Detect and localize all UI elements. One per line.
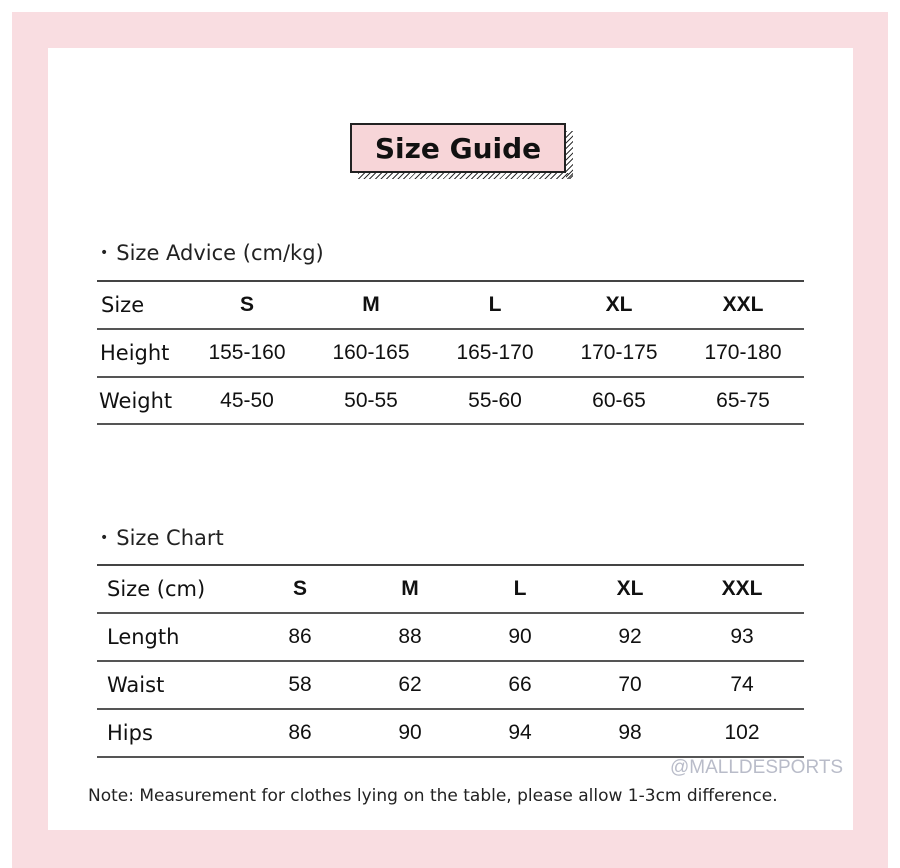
header-cell: Size xyxy=(101,293,145,317)
table-cell: 170-180 xyxy=(704,341,782,364)
size-advice-table xyxy=(97,280,804,425)
title-shadow-right xyxy=(566,131,573,179)
header-cell: Size (cm) xyxy=(107,577,206,601)
watermark: @MALLDESPORTS xyxy=(670,757,844,778)
page-title: Size Guide xyxy=(350,123,566,173)
table-cell: 58 xyxy=(288,673,312,696)
size-advice-header-row xyxy=(97,282,804,330)
table-cell: 93 xyxy=(730,625,754,648)
table-cell: 50-55 xyxy=(344,388,398,412)
table-row xyxy=(97,662,804,710)
row-label: Waist xyxy=(107,673,165,697)
row-label: Hips xyxy=(107,721,153,745)
table-cell: 102 xyxy=(724,721,760,744)
header-cell: L xyxy=(488,293,502,316)
header-cell: S xyxy=(292,577,307,600)
header-cell: XXL xyxy=(721,577,763,600)
size-chart-heading xyxy=(100,526,224,550)
size-chart-heading-text: Size Chart xyxy=(116,526,224,550)
table-row xyxy=(97,378,804,425)
table-cell: 60-65 xyxy=(592,388,646,412)
row-label: Height xyxy=(100,341,170,365)
table-cell: 160-165 xyxy=(332,341,410,364)
table-cell: 155-160 xyxy=(208,341,286,364)
size-advice-heading-text: Size Advice (cm/kg) xyxy=(116,241,324,265)
table-cell: 90 xyxy=(508,625,532,648)
row-label: Length xyxy=(107,625,180,649)
size-chart-header-row xyxy=(97,566,804,614)
header-cell: XL xyxy=(616,577,644,600)
bullet-icon: • xyxy=(100,530,109,546)
table-row xyxy=(97,330,804,378)
table-cell: 66 xyxy=(508,673,532,696)
header-cell: M xyxy=(401,577,419,600)
table-cell: 170-175 xyxy=(580,341,658,364)
table-cell: 88 xyxy=(398,625,422,648)
header-cell: XXL xyxy=(722,293,764,316)
header-cell: S xyxy=(239,293,254,316)
table-cell: 165-170 xyxy=(456,341,534,364)
table-cell: 70 xyxy=(618,673,642,696)
bullet-icon: • xyxy=(100,245,109,261)
measurement-note: Note: Measurement for clothes lying on the table, please allow 1-3cm difference. xyxy=(88,786,778,806)
table-cell: 90 xyxy=(398,721,422,744)
table-cell: 62 xyxy=(398,673,422,696)
table-cell: 65-75 xyxy=(716,388,770,412)
row-label: Weight xyxy=(99,388,173,413)
table-cell: 86 xyxy=(288,625,312,648)
table-cell: 74 xyxy=(730,673,754,696)
header-cell: L xyxy=(513,577,527,600)
table-cell: 92 xyxy=(618,625,642,648)
table-cell: 94 xyxy=(508,721,532,744)
table-cell: 45-50 xyxy=(220,388,274,412)
title-shadow-bottom xyxy=(358,173,573,179)
header-cell: XL xyxy=(605,293,633,316)
table-row xyxy=(97,614,804,662)
table-cell: 98 xyxy=(618,721,642,744)
table-cell: 55-60 xyxy=(468,388,522,412)
size-advice-heading xyxy=(100,241,324,265)
table-row xyxy=(97,710,804,758)
title-banner xyxy=(350,123,574,179)
header-cell: M xyxy=(362,293,380,316)
table-cell: 86 xyxy=(288,721,312,744)
size-chart-table xyxy=(97,564,804,758)
